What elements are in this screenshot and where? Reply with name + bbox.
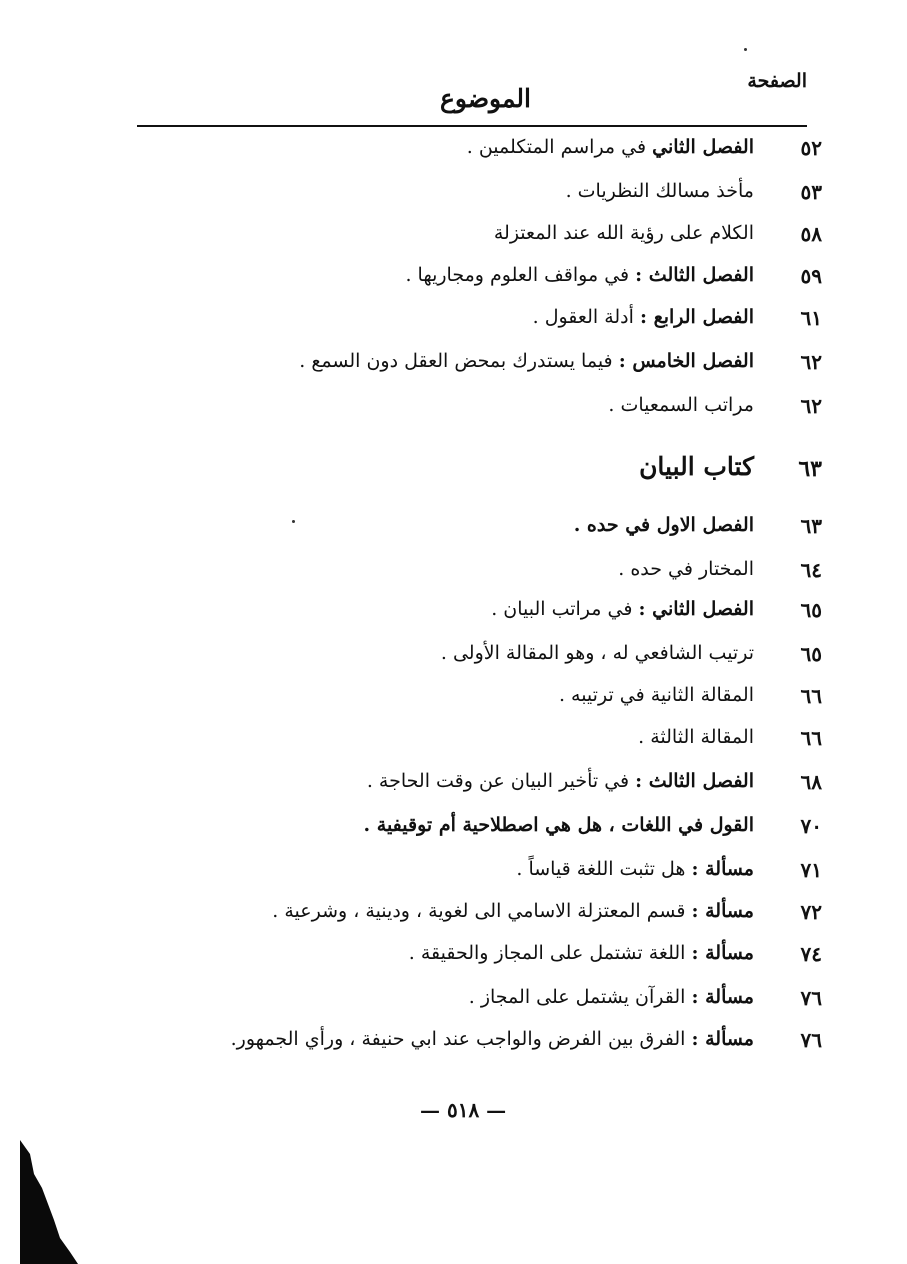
toc-entry (150, 900, 822, 940)
toc-entry-text (574, 514, 754, 536)
toc-entry (150, 684, 822, 724)
toc-entry-label: مسألة : (691, 986, 754, 1008)
toc-entry-text (566, 180, 754, 202)
toc-entry-text (516, 858, 754, 880)
toc-entry (150, 770, 822, 810)
toc-section-heading (150, 452, 822, 496)
toc-entry-body: المقالة الثانية في ترتيبه . (558, 684, 754, 706)
toc-entry (150, 642, 822, 682)
toc-entry-text (367, 770, 754, 792)
toc-entry-body: ترتيب الشافعي له ، وهو المقالة الأولى . (440, 642, 754, 664)
toc-page-number: ٧٤ (800, 942, 822, 966)
toc-entry-label: الفصل الاول في حده . (573, 514, 754, 536)
toc-page-number: ٦٥ (800, 642, 822, 666)
toc-page-number: ٦١ (800, 306, 822, 330)
toc-entry (150, 264, 822, 304)
toc-page-number: ٦٢ (800, 394, 822, 418)
toc-page-number: ٥٣ (800, 180, 822, 204)
toc-entry (150, 726, 822, 766)
toc-page-number: ٦٤ (800, 558, 822, 582)
toc-entry-text (405, 264, 754, 286)
toc-entry (150, 558, 822, 598)
toc-entry-label: الفصل الخامس : (618, 350, 754, 372)
toc-entry-text (494, 222, 754, 244)
toc-entry-body: المختار في حده . (618, 558, 754, 580)
toc-entry-label: مسألة : (691, 1028, 754, 1050)
toc-entry-text (231, 1028, 754, 1050)
toc-entry-body: أدلة العقول . (532, 306, 634, 328)
toc-entry-label: القول في اللغات ، هل هي اصطلاحية أم توقيفية . (363, 814, 754, 836)
toc-entry-label: الفصل الثاني : (638, 598, 754, 620)
toc-entry-body: قسم المعتزلة الاسامي الى لغوية ، ودينية ، وشرعية . (272, 900, 686, 922)
toc-page-number: ٦٨ (800, 770, 822, 794)
scan-speck (292, 520, 295, 523)
toc-page-number: ٦٣ (800, 514, 822, 538)
scan-speck (744, 48, 747, 51)
toc-entry-label: الفصل الرابع : (639, 306, 754, 328)
toc-page-number: ٧٦ (800, 986, 822, 1010)
toc-entry-label: الفصل الثالث : (635, 770, 754, 792)
toc-entry-label: الفصل الثالث : (635, 264, 754, 286)
toc-entry-body: القرآن يشتمل على المجاز . (468, 986, 686, 1008)
toc-entry-body: في تأخير البيان عن وقت الحاجة . (366, 770, 630, 792)
toc-entry-text (364, 814, 754, 836)
toc-page-number: ٦٦ (800, 726, 822, 750)
toc-entry-label: الفصل الثاني (652, 136, 754, 158)
toc-entry (150, 222, 822, 262)
toc-entry-body: في مراتب البيان . (491, 598, 633, 620)
toc-entry-label: مسألة : (691, 900, 754, 922)
toc-entry (150, 942, 822, 982)
toc-entry-text (467, 136, 754, 158)
toc-page-number: ٥٨ (800, 222, 822, 246)
toc-page-number: ٦٥ (800, 598, 822, 622)
toc-page-number: ٧٠ (800, 814, 822, 838)
toc-entry-text (299, 350, 754, 372)
toc-entry-body: الفرق بين الفرض والواجب عند ابي حنيفة ، ورأي الجمهور. (230, 1028, 686, 1050)
toc-entry-text (638, 726, 754, 748)
toc-entry-text (559, 684, 754, 706)
toc-entry (150, 136, 822, 176)
toc-page-number: ٧١ (800, 858, 822, 882)
toc-entry-text (272, 900, 754, 922)
toc-entry (150, 814, 822, 854)
page-folio: — ٥١٨ — (420, 1098, 507, 1122)
toc-entry (150, 858, 822, 898)
toc-entry-body: مراتب السمعيات . (608, 394, 754, 416)
toc-entry (150, 394, 822, 434)
toc-page-number: ٥٩ (800, 264, 822, 288)
scan-edge-shadow (20, 1140, 80, 1264)
toc-entry-label: مسألة : (691, 858, 754, 880)
toc-entry (150, 1028, 822, 1068)
toc-page-number: ٧٦ (800, 1028, 822, 1052)
toc-entry (150, 350, 822, 390)
toc-entry (150, 514, 822, 554)
toc-entry (150, 180, 822, 220)
toc-entry-body: مأخذ مسالك النظريات . (565, 180, 754, 202)
toc-page-number: ٥٢ (800, 136, 822, 160)
toc-entry-body: اللغة تشتمل على المجاز والحقيقة . (408, 942, 686, 964)
toc-entry (150, 306, 822, 346)
toc-entry-label: مسألة : (691, 942, 754, 964)
toc-entry-body: في مواقف العلوم ومجاريها . (405, 264, 630, 286)
toc-entry-body: الكلام على رؤية الله عند المعتزلة (493, 222, 754, 244)
toc-page-number: ٧٢ (800, 900, 822, 924)
toc-entry-text (469, 986, 754, 1008)
toc-entry-text (533, 306, 754, 328)
toc-entry-text (409, 942, 754, 964)
toc-page-number: ٦٣ (798, 456, 822, 482)
toc-page-number: ٦٢ (800, 350, 822, 374)
toc-entry-text (639, 452, 754, 481)
toc-entry-text (608, 394, 754, 416)
toc-entry-text (441, 642, 754, 664)
toc-entry-body: هل تثبت اللغة قياساً . (516, 858, 686, 880)
toc-entry-body: فيما يستدرك بمحض العقل دون السمع . (299, 350, 613, 372)
toc-entry-text (618, 558, 754, 580)
toc-entry-text (491, 598, 754, 620)
header-page-label: الصفحة (747, 70, 807, 92)
toc-entry (150, 598, 822, 638)
header-topic-label: الموضوع (440, 84, 531, 113)
toc-page-number: ٦٦ (800, 684, 822, 708)
toc-entry (150, 986, 822, 1026)
toc-entry-body: في مراسم المتكلمين . (466, 136, 647, 158)
toc-entry-body: المقالة الثالثة . (638, 726, 754, 748)
toc-entry-body: كتاب البيان (639, 452, 754, 481)
